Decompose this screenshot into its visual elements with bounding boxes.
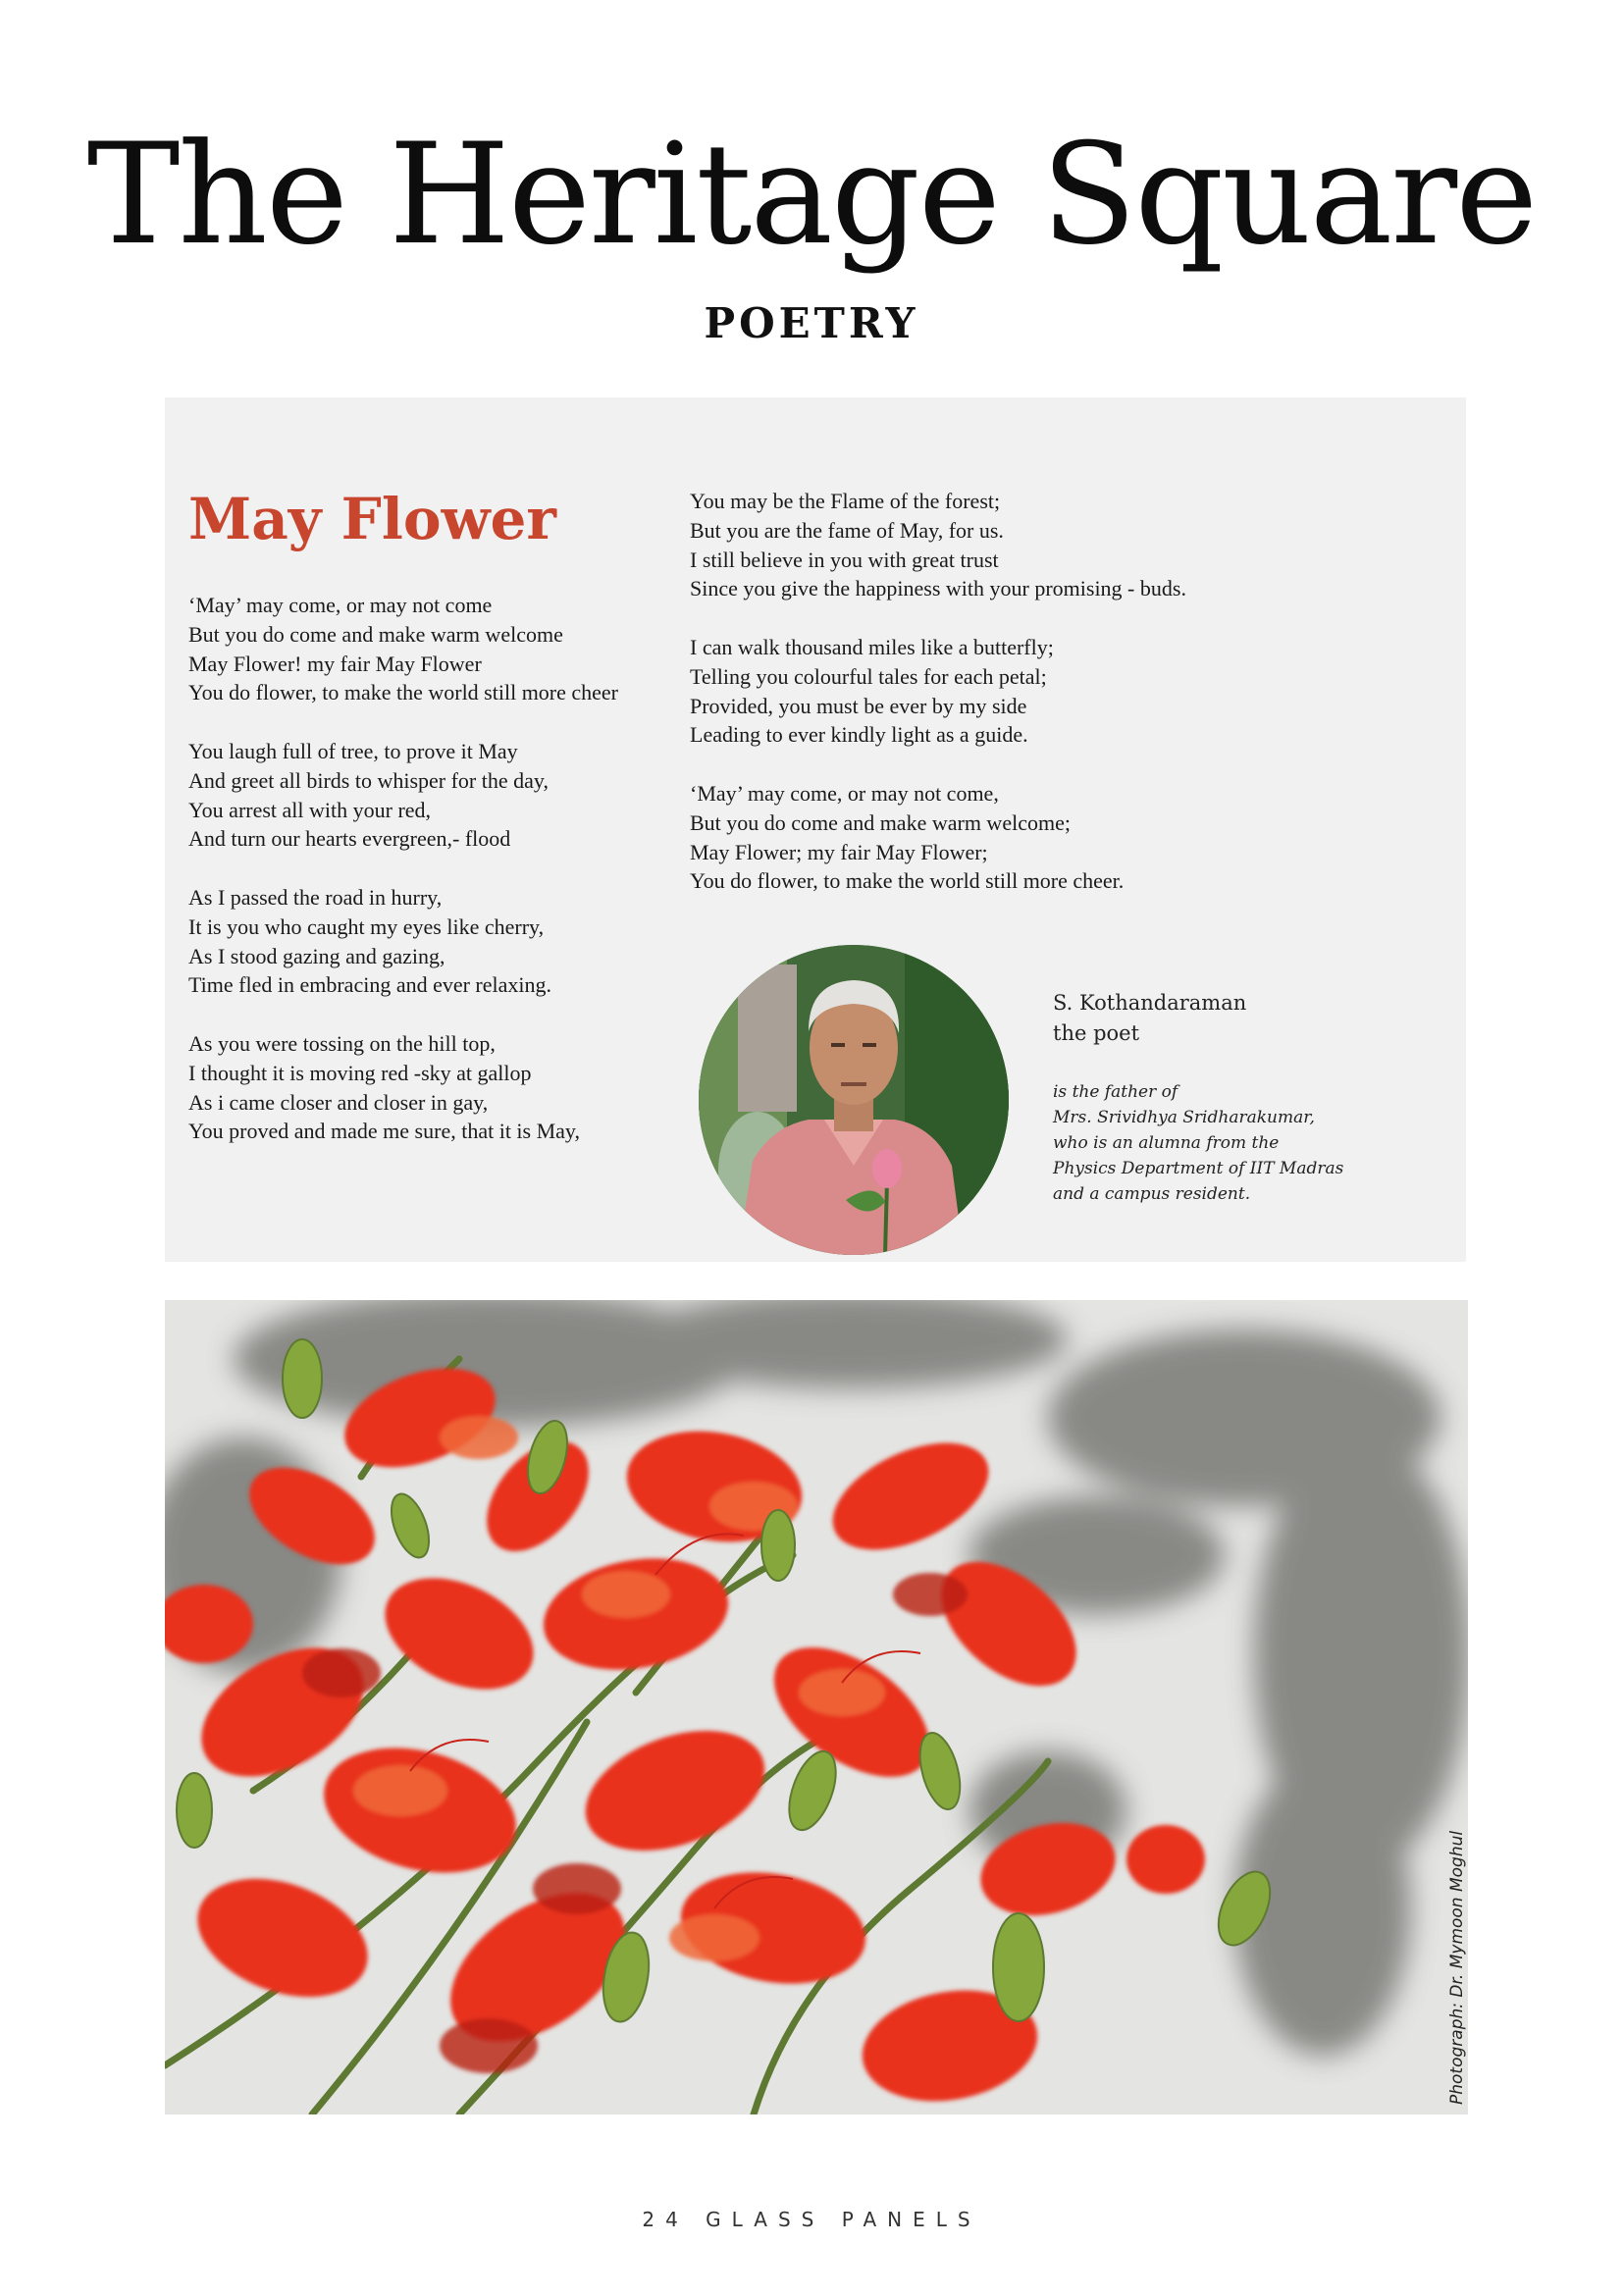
poem-line: Leading to ever kindly light as a guide. — [690, 722, 1028, 748]
poem-line: It is you who caught my eyes like cherry, — [188, 913, 545, 939]
poet-bio-line: is the father of — [1053, 1082, 1178, 1102]
section-label: POETRY — [704, 299, 919, 347]
poem-line: May Flower; my fair May Flower; — [690, 839, 988, 864]
poem-line: As i came closer and closer in gay, — [188, 1089, 489, 1115]
poet-role: the poet — [1053, 1021, 1140, 1045]
gulmohar-flowers-image — [165, 1300, 1468, 2114]
poem-line: I thought it is moving red -sky at gallop — [188, 1060, 532, 1085]
poem-line: May Flower! my fair May Flower — [188, 651, 482, 676]
poet-name: S. Kothandaraman — [1053, 991, 1247, 1015]
poet-bio-line: and a campus resident. — [1053, 1184, 1251, 1204]
poet-bio — [1053, 1079, 1343, 1207]
poem-line: But you do come and make warm welcome; — [690, 809, 1071, 835]
poem-line: Time fled in embracing and ever relaxing. — [188, 972, 552, 998]
stanza — [188, 591, 679, 707]
poem-line: ‘May’ may come, or may not come — [188, 593, 493, 617]
flower-photo — [165, 1300, 1468, 2114]
poem-line: But you do come and make warm welcome — [188, 621, 563, 647]
masthead-title: The Heritage Square — [86, 114, 1537, 276]
poem-line: You proved and made me sure, that it is May, — [188, 1119, 580, 1144]
poem-line: ‘May’ may come, or may not come, — [690, 780, 999, 806]
stanza — [188, 1029, 679, 1146]
stanza — [188, 883, 679, 1000]
poem-panel — [165, 397, 1466, 1262]
page-footer: 24 GLASS PANELS — [642, 2208, 981, 2231]
poem-line: Provided, you must be ever by my side — [690, 693, 1027, 718]
stanza — [188, 737, 679, 854]
poem-line: But you are the fame of May, for us. — [690, 517, 1004, 543]
poem-line: As I stood gazing and gazing, — [188, 943, 445, 968]
poem-line: I can walk thousand miles like a butterfly; — [690, 634, 1054, 659]
poem-right-column — [690, 487, 1377, 896]
poem-line: I still believe in you with great trust — [690, 547, 999, 572]
poem-line: You laugh full of tree, to prove it May — [188, 738, 518, 763]
poet-portrait — [699, 945, 1009, 1255]
poem-left-column — [188, 591, 679, 1146]
poem-line: You do flower, to make the world still more cheer — [188, 680, 619, 705]
poem-line: And greet all birds to whisper for the day, — [188, 767, 549, 793]
poem-line: You do flower, to make the world still more cheer. — [690, 868, 1125, 894]
poem-title: May Flower — [188, 486, 556, 552]
photo-credit: Photograph: Dr. Mymoon Moghul — [1447, 1830, 1467, 2105]
poet-portrait-image — [699, 945, 1009, 1255]
poet-credit — [1053, 988, 1246, 1049]
stanza — [690, 487, 1377, 603]
poem-line: And turn our hearts evergreen,- flood — [188, 826, 511, 852]
poem-line: You arrest all with your red, — [188, 797, 432, 822]
poem-line: Since you give the happiness with your promising - buds. — [690, 576, 1186, 601]
poem-line: As I passed the road in hurry, — [188, 884, 443, 910]
poet-bio-line: who is an alumna from the — [1053, 1133, 1280, 1153]
poem-line: Telling you colourful tales for each petal; — [690, 663, 1047, 689]
poem-line: You may be the Flame of the forest; — [690, 489, 1001, 513]
poem-line: As you were tossing on the hill top, — [188, 1030, 496, 1056]
poet-bio-line: Mrs. Srividhya Sridharakumar, — [1053, 1108, 1315, 1127]
stanza — [690, 633, 1377, 750]
stanza — [690, 779, 1377, 896]
poet-bio-line: Physics Department of IIT Madras — [1053, 1159, 1344, 1178]
